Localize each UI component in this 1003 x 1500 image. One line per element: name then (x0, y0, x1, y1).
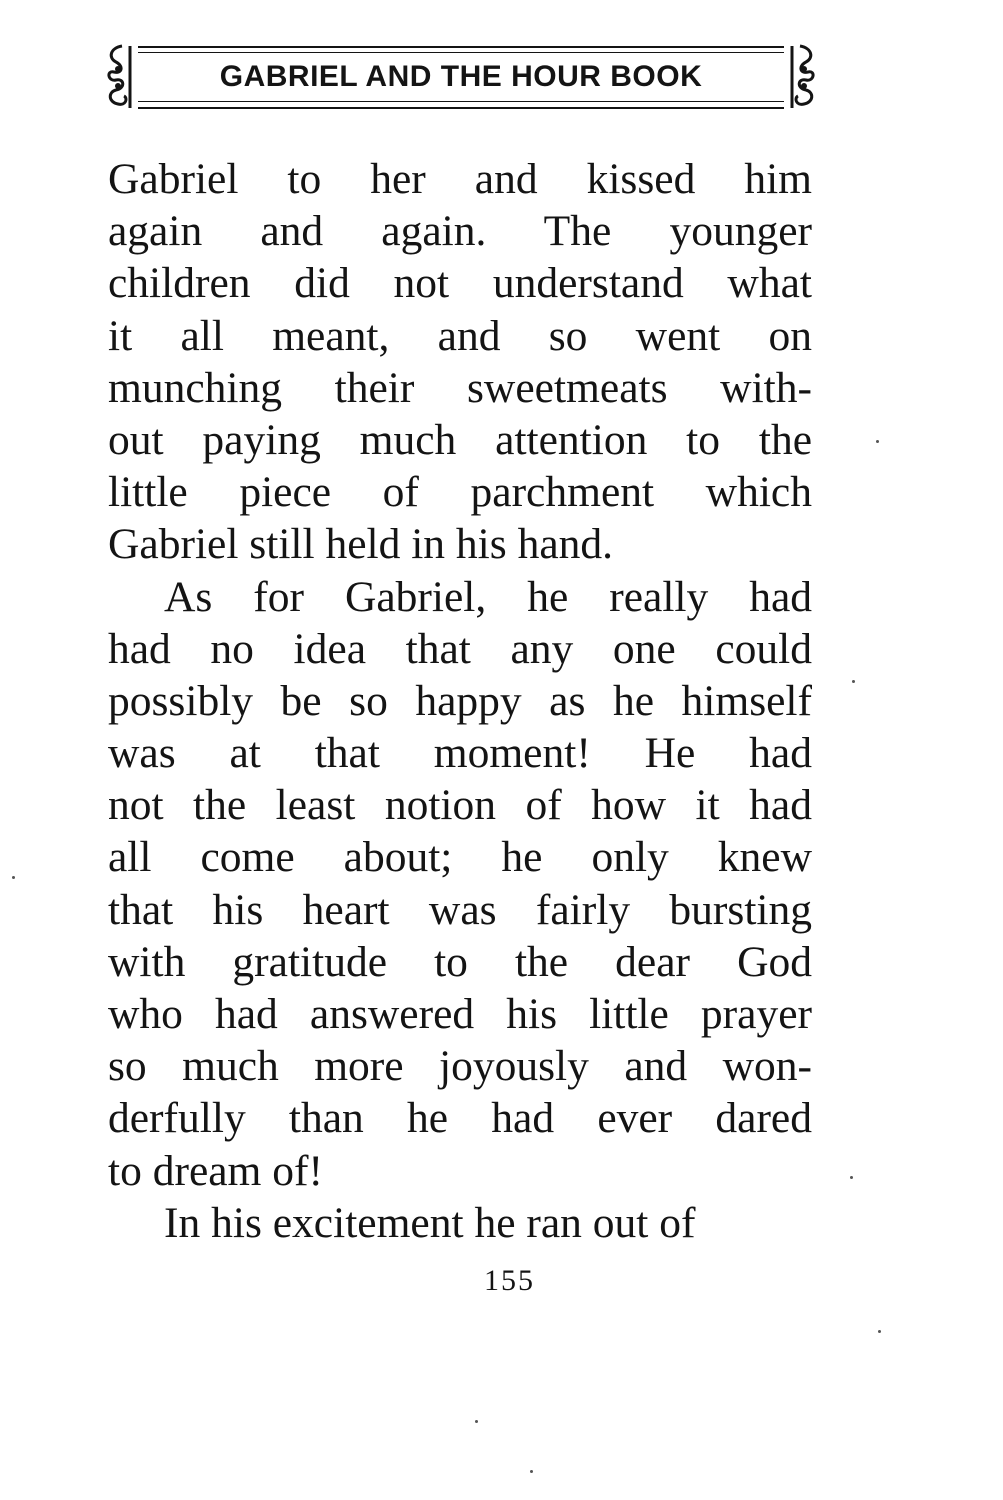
scan-speck (475, 1420, 478, 1423)
scroll-ornament-icon (786, 42, 820, 112)
text-line: In his excitement he ran out of (164, 1198, 696, 1247)
scan-speck (876, 440, 879, 443)
text-line: derfully than he had ever dared (108, 1094, 812, 1143)
text-line: possibly be so happy as he himself (108, 676, 812, 725)
scroll-ornament-icon (102, 42, 136, 112)
text-line: was at that moment! He had (108, 729, 812, 778)
header-title: GABRIEL AND THE HOUR BOOK (219, 60, 703, 93)
text-line: munching their sweetmeats with- (108, 363, 812, 412)
text-line: had no idea that any one could (108, 624, 812, 673)
text-line: again and again. The younger (108, 207, 812, 256)
text-line: who had answered his little prayer (108, 990, 812, 1038)
text-line: so much more joyously and won- (108, 1042, 812, 1091)
scan-speck (850, 1176, 853, 1179)
text-line: little piece of parchment which (108, 468, 812, 517)
running-header (100, 38, 822, 116)
header-rule-top (138, 46, 784, 48)
scan-speck (530, 1470, 533, 1473)
text-line: out paying much attention to the (108, 415, 812, 464)
header-rule-top-thin (138, 52, 784, 53)
text-line: that his heart was fairly bursting (108, 885, 812, 934)
scan-speck (12, 876, 15, 879)
text-line: not the least notion of how it had (108, 781, 812, 830)
header-rule-bottom (138, 107, 784, 109)
body-text (108, 153, 812, 1249)
text-line: Gabriel still held in his hand. (108, 520, 614, 569)
header-rule-bottom-thin (138, 101, 784, 102)
scan-speck (878, 1330, 881, 1333)
text-line: Gabriel to her and kissed him (108, 155, 812, 203)
text-line: As for Gabriel, he really had (164, 572, 812, 621)
page-number: 155 (484, 1264, 535, 1297)
text-line: to dream of! (108, 1146, 323, 1195)
text-line: with gratitude to the dear God (108, 937, 812, 986)
scan-speck (852, 680, 855, 683)
text-line: children did not understand what (108, 259, 812, 308)
text-line: all come about; he only knew (108, 833, 812, 882)
text-line: it all meant, and so went on (108, 311, 812, 360)
